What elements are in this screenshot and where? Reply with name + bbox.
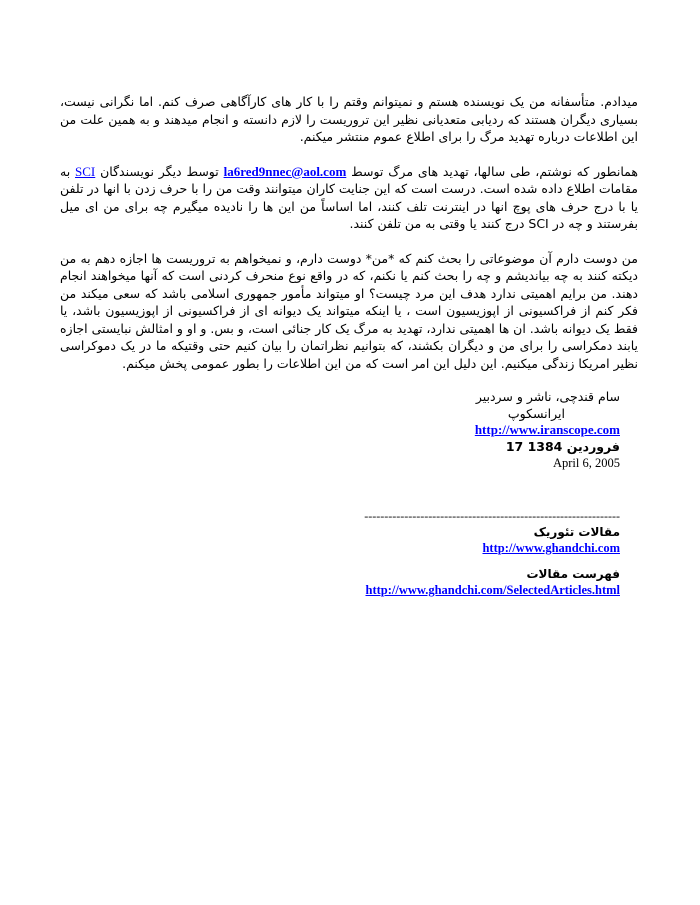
iranscope-link[interactable]: http://www.iranscope.com (474, 422, 620, 437)
footer-spacer (60, 556, 620, 566)
signature-block (60, 389, 638, 472)
paragraph-2 (60, 163, 638, 233)
email-link[interactable]: la6red9nnec@aol.com (223, 163, 347, 179)
paragraph-1: میدادم. متأسفانه من یک نویسنده هستم و نمیتوانم وقتم را با کار های کارآگاهی صرف کنم. اما نگرانی نیست، بسیاری دیگران هستند که ردیابی متعدیانی نظیر این تروریست را لازم دانسته و انجام میدهند و به همین علت من این اطلاعات درباره تهدید مرگ را برای اطلاع عموم منتشر میکنم. (60, 94, 638, 144)
theoretical-articles-label: مقالات تئوریک (533, 524, 620, 539)
separator-line: ---------------------------------------------------------------- (364, 508, 620, 523)
sci-link[interactable]: SCI (75, 163, 96, 179)
body-text (60, 93, 638, 372)
signature-organization: ایرانسکوپ (507, 405, 565, 421)
paragraph-2-text-1: همانطور که نوشتم، طی سالها، تهدید های مرگ توسط (346, 163, 639, 179)
ghandchi-link[interactable]: http://www.ghandchi.com (482, 540, 620, 555)
articles-index-label: فهرست مقالات (526, 566, 620, 581)
paragraph-3: من دوست دارم آن موضوعاتی را بحث کنم که *من* دوست دارم، و نمیخواهم به تروریست ها اجازه دهم به من دیکته کنند به چه بیاندیشم و چه را بحث کنم یا نکنم، که در واقع نوع منحرف کردنی است که آنها میخواهند انجام دهند. من برایم اهمیتی ندارد هدف این مرد چیست؟ او میتواند مأمور جمهوری اسلامی باشد که سعی میکند من فکر کنم از فراکسیونی از اپوزیسیون است ، یا اینکه میتواند یک دیوانه ای از فراکسیونی از اپوزیسیون باشد، یا فقط یک دیوانه باشد. ان ها اهمیتی ندارد، تهدید به مرگ یک کار جنائی است، و بس. و او و امثالش نبایستی اجازه یابند دمکراسی را برای من و دیگران بکشند، که بتوانیم نظراتمان را بیان کنیم حتی وقتیکه ما در یک دموکراسی نظیر امریکا زندگی میکنیم. این دلیل این امر است که من این اطلاعات را بطور عمومی پخش میکنم. (60, 250, 638, 371)
paragraph-2-text-2: توسط دیگر نویسندگان (95, 163, 224, 179)
date-persian-text: 17 فروردین 1384 (505, 438, 620, 454)
footer-links-block (60, 508, 638, 598)
date-persian (60, 439, 620, 456)
date-english: April 6, 2005 (552, 456, 620, 470)
paragraph-2-text-3: به مقامات اطلاع داده شده است. درست است که این جنایت کاران میتوانند وقت من را با حرف زدن با انها در تلفن یا با درج حرف های پوچ انها در اینترنت تلف کنند، اما اساساً من این ها را نادیده میگیرم چه برای من ای میل بفرستند و چه در SCI درج کنند یا وقتی به من تلفن کنند. (60, 163, 638, 231)
selected-articles-link[interactable]: http://www.ghandchi.com/SelectedArticles.html (365, 582, 620, 597)
signature-name: سام قندچی، ناشر و سردبیر (475, 389, 620, 404)
